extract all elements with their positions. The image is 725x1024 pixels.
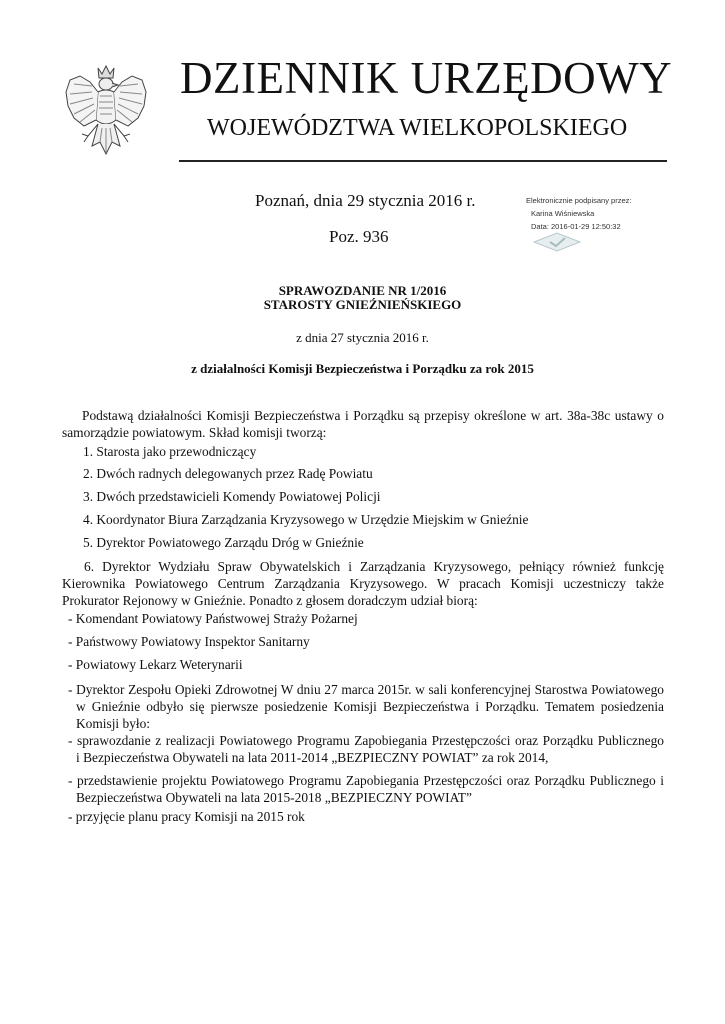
agenda-line: Bezpieczeństwa Obywateli na lata 2015-2018 „BEZPIECZNY POWIAT” <box>76 790 472 805</box>
header-divider <box>179 160 667 162</box>
signature-check-icon <box>530 231 584 253</box>
polish-eagle-emblem-icon <box>62 62 150 170</box>
journal-title: DZIENNIK URZĘDOWY <box>180 53 673 103</box>
list-item-6-line: Kierownika Powiatowego Centrum Zarządzania Kryzysowego. W pracach Komisji uczestniczy także <box>62 576 664 591</box>
agenda-line: i Bezpieczeństwa Obywateli na lata 2011-2014 „BEZPIECZNY POWIAT” za rok 2014, <box>76 750 549 765</box>
journal-subtitle: WOJEWÓDZTWA WIELKOPOLSKIEGO <box>207 115 628 141</box>
meeting-line: w Gnieźnie odbyło się pierwsze posiedzenie Komisji Bezpieczeństwa i Porządku. Tematem posiedzenia <box>76 699 664 714</box>
agenda-line: - przedstawienie projektu Powiatowego Programu Zapobiegania Przestępczości oraz Porządku Publicznego i <box>68 773 664 788</box>
electronic-signature[interactable] <box>526 196 686 256</box>
advisor-item: - Państwowy Powiatowy Inspektor Sanitarny <box>68 634 310 649</box>
report-date: z dnia 27 stycznia 2016 r. <box>296 330 429 345</box>
meeting-paragraph <box>68 681 664 732</box>
list-item: 2. Dwóch radnych delegowanych przez Radę Powiatu <box>83 466 373 481</box>
list-item: 1. Starosta jako przewodniczący <box>83 444 257 459</box>
list-item-6-line: Prokurator Rejonowy w Gnieźnie. Ponadto z głosem doradczym udział biorą: <box>62 593 478 608</box>
intro-paragraph-line: Podstawą działalności Komisji Bezpieczeństwa i Porządku są przepisy określone w art. 38a-38c ustawy o <box>82 408 664 423</box>
intro-paragraph-line: samorządzie powiatowym. Skład komisji tworzą: <box>62 425 327 440</box>
advisor-item: - Powiatowy Lekarz Weterynarii <box>68 657 243 672</box>
signature-date: Data: 2016-01-29 12:50:32 <box>531 222 621 231</box>
list-item-6-line: 6. Dyrektor Wydziału Spraw Obywatelskich i Zarządzania Kryzysowego, pełniący również funkcję <box>84 559 664 574</box>
agenda-item: - przyjęcie planu pracy Komisji na 2015 rok <box>68 809 305 824</box>
list-item: 3. Dwóch przedstawicieli Komendy Powiatowej Policji <box>83 489 381 504</box>
list-item: 4. Koordynator Biura Zarządzania Kryzysowego w Urzędzie Miejskim w Gnieźnie <box>83 512 529 527</box>
advisor-item: - Komendant Powiatowy Państwowej Straży Pożarnej <box>68 611 358 626</box>
agenda-item <box>68 732 664 766</box>
agenda-line: - sprawozdanie z realizacji Powiatowego Programu Zapobiegania Przestępczości oraz Porządku Publicznego <box>68 733 664 748</box>
report-subject: z działalności Komisji Bezpieczeństwa i Porządku za rok 2015 <box>191 361 534 376</box>
signature-signer: Karina Wiśniewska <box>531 209 595 218</box>
meeting-line: Komisji było: <box>76 716 151 731</box>
signature-label: Elektronicznie podpisany przez: <box>526 196 632 205</box>
agenda-item <box>68 772 664 806</box>
list-item: 5. Dyrektor Powiatowego Zarządu Dróg w Gnieźnie <box>83 535 364 550</box>
report-heading: SPRAWOZDANIE NR 1/2016 <box>278 283 447 298</box>
meeting-line: - Dyrektor Zespołu Opieki Zdrowotnej W dniu 27 marca 2015r. w sali konferencyjnej Starostwa Powiatowego <box>68 682 664 697</box>
position-number: Poz. 936 <box>329 227 389 246</box>
place-date: Poznań, dnia 29 stycznia 2016 r. <box>255 191 476 210</box>
report-author: STAROSTY GNIEŹNIEŃSKIEGO <box>263 297 462 312</box>
